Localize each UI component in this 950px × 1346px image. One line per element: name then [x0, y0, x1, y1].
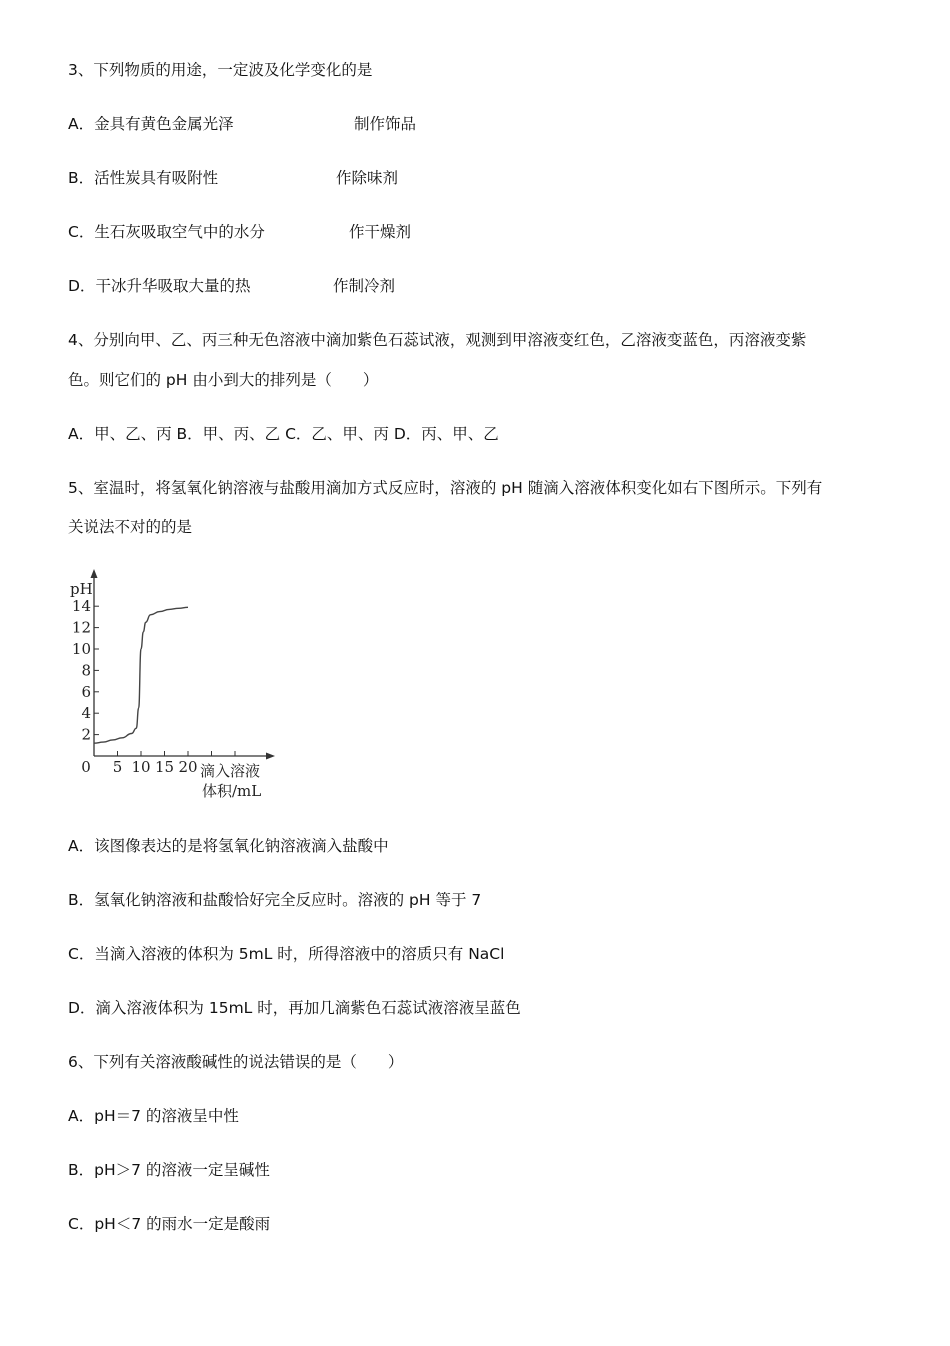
option-text: 活性炭具有吸附性 [94, 169, 219, 187]
option-text: 金具有黄色金属光泽 [94, 115, 234, 133]
option-text: 生石灰吸取空气中的水分 [94, 223, 265, 241]
q3-option-d [68, 276, 396, 296]
ph-titration-chart [66, 566, 286, 806]
q4-options: A．甲、乙、丙 B．甲、丙、乙 C．乙、甲、丙 D．丙、甲、乙 [68, 425, 499, 443]
y-tick-label: 8 [81, 661, 91, 680]
q5-option-b: B．氢氧化钠溶液和盐酸恰好完全反应时。溶液的 pH 等于 7 [68, 891, 482, 909]
option-label: D． [68, 277, 96, 295]
y-tick-label: 12 [71, 618, 91, 637]
q5-option-a: A．该图像表达的是将氢氧化钠溶液滴入盐酸中 [68, 837, 389, 855]
option-use: 制作饰品 [354, 115, 417, 133]
x-axis-label-line1: 滴入溶液 [200, 762, 261, 780]
x-tick-label: 20 [178, 758, 198, 776]
option-label: A． [68, 115, 95, 133]
x-axis-label-line2: 体积/mL [202, 782, 262, 800]
y-tick-label: 2 [81, 725, 91, 744]
q3-option-c [68, 222, 412, 242]
x-tick-label: 15 [154, 758, 175, 776]
q3-stem: 3、下列物质的用途，一定波及化学变化的是 [68, 61, 373, 79]
y-axis-label: pH [70, 580, 93, 598]
x-axis-arrow [266, 753, 275, 760]
q6-option-a: A．pH＝7 的溶液呈中性 [68, 1107, 239, 1125]
y-tick-label: 4 [81, 704, 91, 723]
q5-option-d: D．滴入溶液体积为 15mL 时，再加几滴紫色石蕊试液溶液呈蓝色 [68, 999, 521, 1017]
q5-stem-line2: 关说法不对的的是 [68, 518, 193, 536]
axes [91, 569, 276, 760]
q4-stem-line1: 4、分别向甲、乙、丙三种无色溶液中滴加紫色石蕊试液，观测到甲溶液变红色，乙溶液变蓝色，丙溶液变紫 [68, 331, 807, 349]
y-ticks [72, 597, 99, 743]
y-tick-label: 14 [71, 597, 91, 616]
option-label: C． [68, 223, 95, 241]
x-tick-label: 10 [131, 758, 151, 776]
q6-option-b: B．pH＞7 的溶液一定呈碱性 [68, 1161, 270, 1179]
y-axis-arrow [91, 569, 98, 578]
q6-option-c: C．pH＜7 的雨水一定是酸雨 [68, 1215, 271, 1233]
option-use: 作制冷剂 [333, 277, 396, 295]
option-label: B． [68, 169, 95, 187]
y-tick-label: 6 [81, 682, 91, 701]
x-tick-label: 0 [81, 758, 91, 776]
q3-option-a [68, 114, 417, 134]
q5-option-c: C．当滴入溶液的体积为 5mL 时，所得溶液中的溶质只有 NaCl [68, 945, 505, 963]
option-use: 作干燥剂 [349, 223, 412, 241]
q5-stem-line1: 5、室温时，将氢氧化钠溶液与盐酸用滴加方式反应时，溶液的 pH 随滴入溶液体积变化如右下图所示。下列有 [68, 479, 823, 497]
y-tick-label: 10 [71, 640, 91, 658]
option-text: 干冰升华吸取大量的热 [95, 277, 251, 295]
option-use: 作除味剂 [336, 169, 399, 187]
q4-stem-line2: 色。则它们的 pH 由小到大的排列是（ ） [68, 371, 379, 389]
q6-stem: 6、下列有关溶液酸碱性的说法错误的是（ ） [68, 1053, 404, 1071]
ph-curve [94, 607, 188, 743]
x-tick-label: 5 [112, 758, 123, 776]
q3-option-b [68, 168, 399, 188]
